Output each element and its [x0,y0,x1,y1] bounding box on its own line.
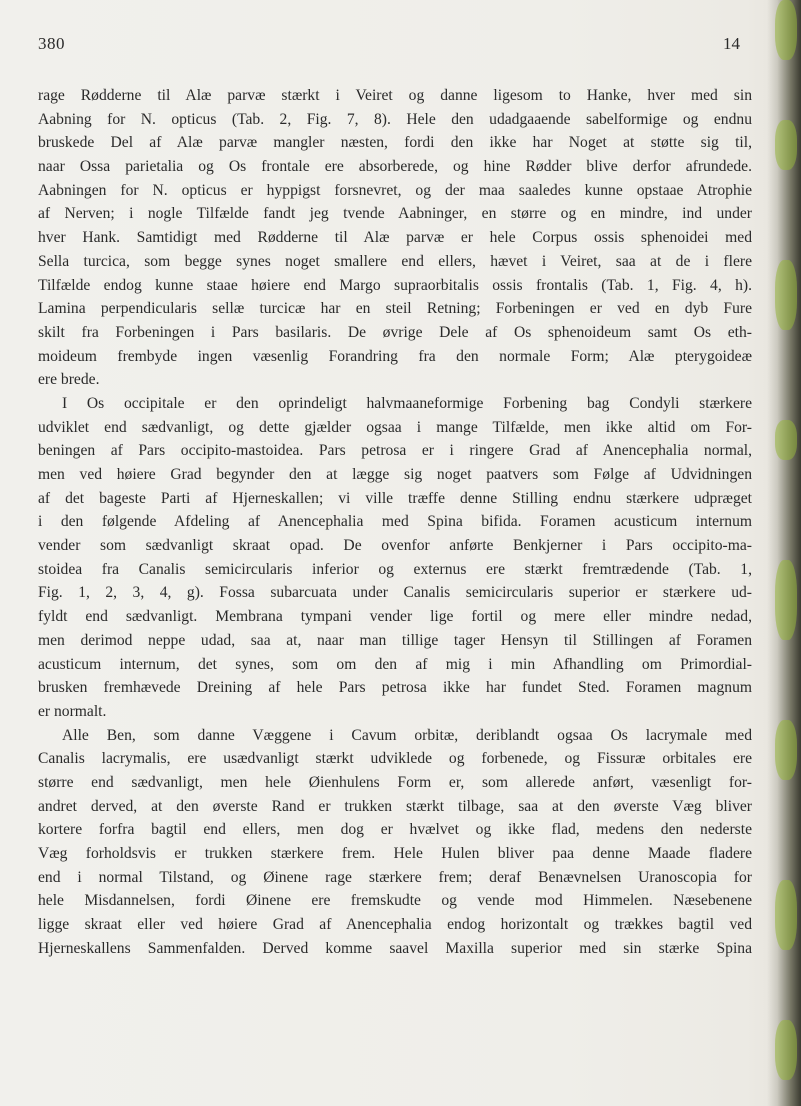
paragraph-start: I Os occipitale er den oprindeligt halvmaaneformige Forbening bag Condyli stærkere [62,394,752,412]
text-line: men derimod neppe udad, saa at, naar man tillige tager Hensyn til Stillingen af Foramen [38,631,752,649]
text-line: rage Rødderne til Alæ parvæ stærkt i Veiret og danne ligesom to Hanke, hver med sin [38,87,752,104]
edge-stain [775,260,797,330]
text-line: fyldt end sædvanligt. Membrana tympani vender lige fortil og mere eller mindre nedad, [38,608,752,626]
edge-stain [775,880,797,950]
text-line: hele Misdannelsen, fordi Øinene ere fremskudte og vende mod Himmelen. Næsebenene [38,892,752,910]
text-line: ere brede. [38,371,100,389]
paragraph-start: Alle Ben, som danne Væggene i Cavum orbitæ, deriblandt ogsaa Os lacrymale med [62,726,752,744]
text-line: andret derved, at den øverste Rand er trukken stærkt tilbage, saa at den øverste Væg bliver [38,797,752,815]
text-line: Fig. 1, 2, 3, 4, g). Fossa subarcuata under Canalis semicircularis superior er stærkere ud- [38,584,752,602]
edge-stain [775,560,797,640]
text-line: vender som sædvanligt skraat opad. De ovenfor anførte Benkjerner i Pars occipito-ma- [38,537,752,555]
text-line: moideum frembyde ingen væsenlig Forandring fra den normale Form; Alæ pterygoideæ [38,347,752,365]
text-line: brusken fremhævede Dreining af hele Pars petrosa ikke har fundet Sted. Foramen magnum [38,679,752,697]
edge-stain [775,120,797,170]
text-line: skilt fra Forbeningen i Pars basilaris. De øvrige Dele af Os sphenoideum samt Os eth- [38,323,752,341]
page-header [0,34,801,56]
text-line: i den følgende Afdeling af Anencephalia med Spina bifida. Foramen acusticum internum [38,513,752,531]
text-line: Lamina perpendicularis sellæ turcicæ har en steil Retning; Forbeningen er ved en dyb Fure [38,300,752,318]
text-line: Aabning for N. opticus (Tab. 2, Fig. 7, 8). Hele den udadgaaende sabelformige og endnu [38,110,752,128]
text-line: ligge skraat eller ved høiere Grad af Anencephalia endog horizontalt og trækkes bagtil ved [38,916,752,934]
text-line: men ved høiere Grad begynder den at lægge sig noget paatvers som Følge af Udvidningen [38,466,752,483]
text-line: Canalis lacrymalis, ere usædvanligt stærkt udviklede og forbenede, og Fissuræ orbitales ere [38,750,752,768]
text-line: kortere forfra bagtil end ellers, men dog er hvælvet og ikke flad, medens den nederste [38,821,752,839]
text-line: Hjerneskallens Sammenfalden. Derved komme saavel Maxilla superior med sin stærke Spina [38,939,752,957]
text-line: Sella turcica, som begge synes noget smallere end ellers, hævet i Veiret, saa at de i flere [38,252,752,270]
text-line: Tilfælde endog kunne staae høiere end Margo supraorbitalis ossis frontalis (Tab. 1, Fig. 4, h). [38,276,752,294]
text-line: stoidea fra Canalis semicircularis inferior og externus ere stærkt fremtrædende (Tab. 1, [38,560,752,578]
text-line: er normalt. [38,702,107,720]
edge-stain [775,420,797,460]
text-line: Væg forholdsvis er trukken stærkere frem. Hele Hulen bliver paa denne Maade fladere [38,845,752,862]
text-line: naar Ossa parietalia og Os frontale ere absorberede, og hine Rødder blive derfor afrundede. [38,158,752,176]
page-edge-shadow [767,0,801,1106]
edge-stain [775,1020,797,1080]
text-line: udviklet end sædvanligt, og dette gjælder ogsaa i mange Tilfælde, men ikke altid om For- [38,418,752,436]
text-line: Aabningen for N. opticus er hyppigst forsnevret, og der maa saaledes kunne opstaae Atrophie [38,181,752,199]
text-line: hver Hank. Samtidigt med Rødderne til Alæ parvæ er hele Corpus ossis sphenoidei med [38,229,752,247]
page-number: 380 [38,34,65,53]
signature-mark: 14 [723,34,740,53]
text-line: bruskede Del af Alæ parvæ mangler næsten, fordi den ikke har Noget at støtte sig til, [38,134,752,152]
text-line: beningen af Pars occipito-mastoidea. Pars petrosa er i ringere Grad af Anencephalia normal, [38,442,752,460]
edge-stain [775,720,797,780]
text-line: af det bageste Parti af Hjerneskallen; vi ville træffe denne Stilling endnu stærkere udpræget [38,489,752,507]
text-line: større end sædvanligt, men hele Øienhulens Form er, som allerede anført, væsenligt for- [38,773,752,791]
text-line: acusticum internum, det synes, som om den af mig i min Afhandling om Primordial- [38,655,752,673]
text-line: end i normal Tilstand, og Øinene rage stærkere frem; deraf Benævnelsen Uranoscopia for [38,868,752,886]
text-line: af Nerven; i nogle Tilfælde fandt jeg tvende Aabninger, en større og en mindre, ind under [38,205,752,223]
body-text [38,84,752,960]
